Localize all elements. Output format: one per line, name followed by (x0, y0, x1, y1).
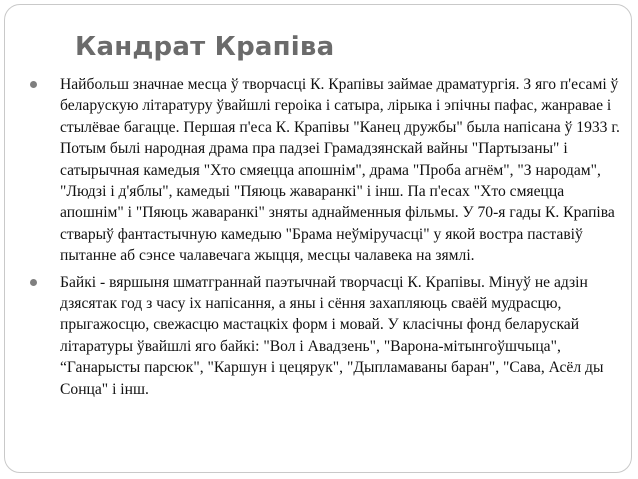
bullet-list (60, 74, 630, 405)
bullet-text: Найбольш значнае месца ў творчасці К. Крапівы займае драматургія. З яго п'есамі ў беларускую літаратуру ўвайшлі героіка і сатыра, лірыка і эпічны пафас, жанравае і стылёвае багацце. Першая п'еса К. Крапівы "Канец дружбы" была напісана ў 1933 г. Потым былі народная драма пра падзеі Грамадзянскай вайны "Партызаны" і сатырычная камедыя "Хто смяецца апошнім", драма "Проба агнём", "З народам", "Людзі і д'яблы", камедыі "Пяюць жаваранкі" і інш. Па п'есах "Хто смяецца апошнім" і "Пяюць жаваранкі" зняты аднайменныя фільмы. У 70-я гады К. Крапіва стварыў фантастычную камедыю "Брама неўміручасці" у якой востра паставіў пытанне аб сэнсе чалавечага жыцця, месцы чалавека на зямлі. (60, 76, 620, 265)
bullet-dot-icon (30, 81, 37, 88)
bullet-dot-icon (30, 279, 37, 286)
slide-title: Кандрат Крапіва (75, 32, 335, 62)
bullet-item-fables (60, 272, 630, 400)
bullet-text: Байкі - вяршыня шматграннай паэтычнай творчасці К. Крапівы. Мінуў не адзін дзясятак год з часу іх напісання, а яны і сёння захапляюць сваёй мудрасцю, прыгажосцю, свежасцю мастацкіх форм і мовай. У класічны фонд беларускай літаратуры ўвайшлі яго байкі: "Вол і Авадзень", "Варона-мітынгоўшчыца", “Ганарысты парсюк", "Каршун і цецярук", "Дыпламаваны баран", "Сава, Асёл ды Сонца" і інш. (60, 273, 604, 398)
bullet-item-drama (60, 74, 630, 267)
